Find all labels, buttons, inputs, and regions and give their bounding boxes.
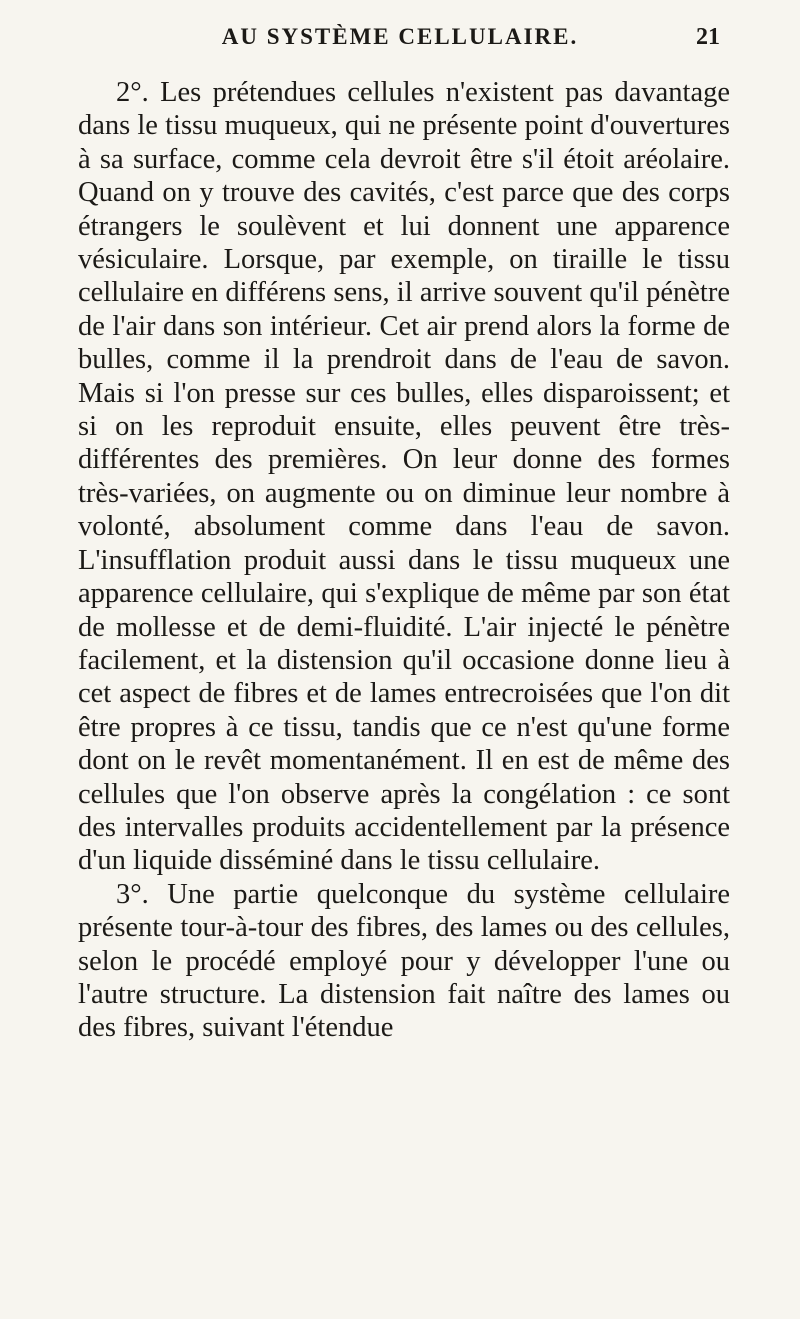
paragraph-2: 2°. Les prétendues cellules n'existent pas davantage dans le tissu muqueux, qui ne présente point d'ouvertures à sa surface, comme cela devroit être s'il étoit aréolaire. Quand on y trouve des cavités, c'est parce que des corps étrangers le soulèvent et lui donnent une apparence vésiculaire. Lorsque, par exemple, on tiraille le tissu cellulaire en différens sens, il arrive souvent qu'il pénètre de l'air dans son intérieur. Cet air prend alors la forme de bulles, comme il la prendroit dans de l'eau de savon. Mais si l'on presse sur ces bulles, elles disparoissent; et si on les reproduit ensuite, elles peuvent être très-différentes des premières. On leur donne des formes très-variées, on augmente ou on diminue leur nombre à volonté, absolument comme dans l'eau de savon. L'insufflation produit aussi dans le tissu muqueux une apparence cellulaire, qui s'explique de même par son état de mollesse et de demi-fluidité. L'air injecté le pénètre facilement, et la distension qu'il occasione donne lieu à cet aspect de fibres et de lames entrecroisées que l'on dit être propres à ce tissu, tandis que ce n'est qu'une forme dont on le revêt momentanément. Il en est de même des cellules que l'on observe après la congélation : ce sont des intervalles produits accidentellement par la présence d'un liquide disséminé dans le tissu cellulaire. — [78, 77, 730, 877]
page-number: 21 — [696, 24, 720, 50]
paragraph-3: 3°. Une partie quelconque du système cellulaire présente tour-à-tour des fibres, des lames ou des cellules, selon le procédé employé pour y développer l'une ou l'autre structure. La distension fait naître des lames ou des fibres, suivant l'étendue — [78, 878, 730, 1044]
running-head — [80, 20, 720, 58]
running-title: AU SYSTÈME CELLULAIRE. — [221, 24, 579, 49]
body-text — [78, 76, 730, 1045]
